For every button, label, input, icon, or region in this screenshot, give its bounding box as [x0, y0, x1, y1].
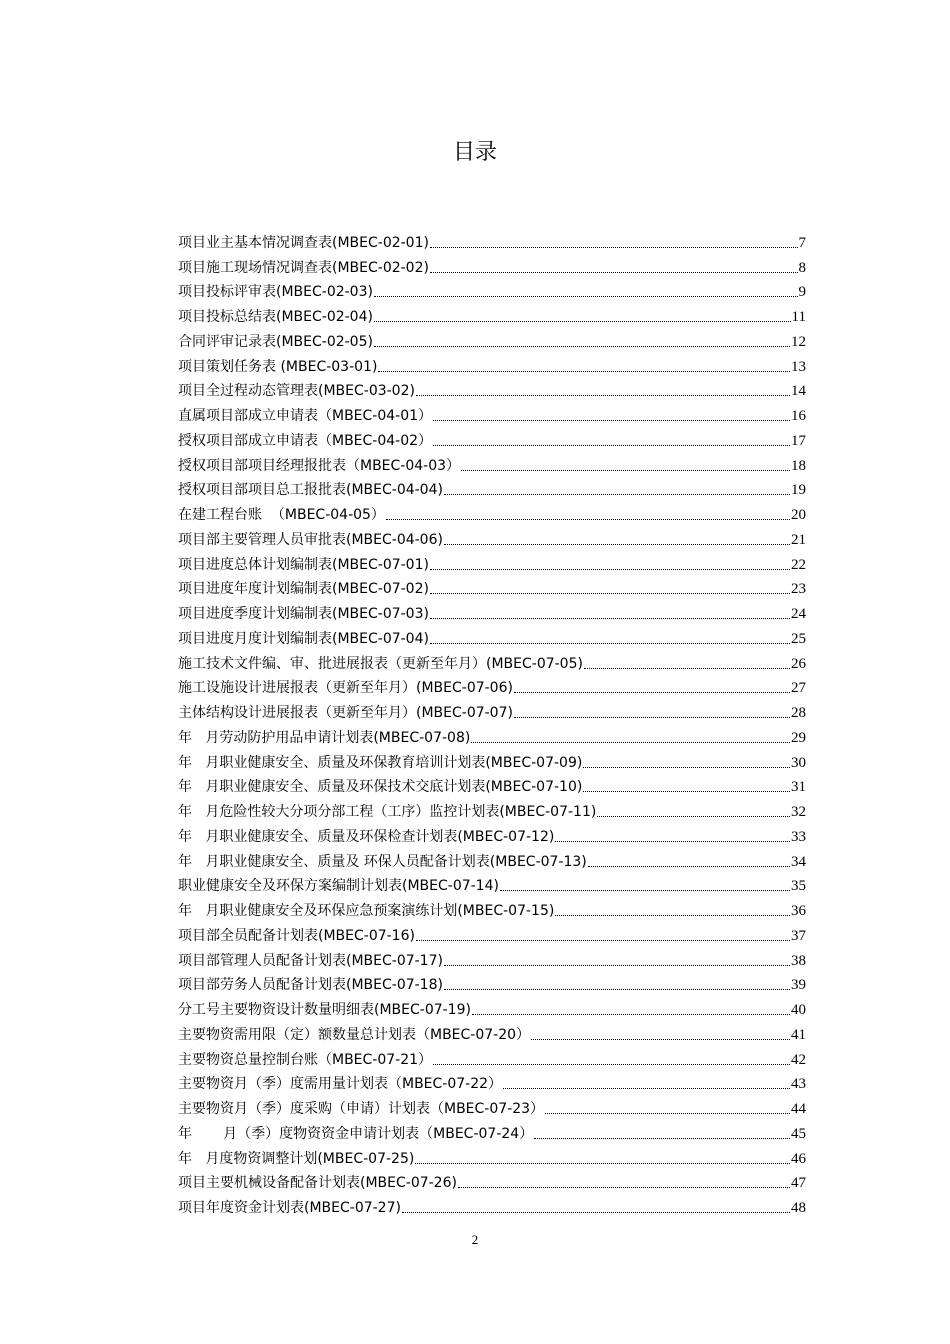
- toc-entry-title: 项目进度季度计划编制表(MBEC-07-03): [178, 606, 429, 622]
- toc-entry[interactable]: [178, 722, 806, 747]
- toc-entry-title: 施工设施设计进展报表（更新至年月）(MBEC-07-06): [178, 680, 513, 697]
- toc-entry[interactable]: [178, 994, 806, 1019]
- toc-entry[interactable]: [178, 945, 806, 970]
- toc-entry-page: 27: [791, 680, 806, 697]
- toc-dot-leader: [430, 271, 798, 273]
- toc-entry[interactable]: [178, 871, 806, 896]
- toc-entry-title: 授权项目部项目总工报批表(MBEC-04-04): [178, 482, 443, 499]
- toc-entry[interactable]: [178, 450, 806, 475]
- toc-dot-leader: [458, 1186, 790, 1188]
- toc-entry-page: 25: [791, 630, 806, 647]
- toc-entry-title: 合同评审记录表(MBEC-02-05): [178, 333, 373, 350]
- toc-dot-leader: [430, 592, 790, 594]
- toc-entry-page: 22: [791, 556, 806, 573]
- toc-entry-title: 授权项目部成立申请表（MBEC-04-02）: [178, 432, 433, 449]
- toc-entry-page: 14: [791, 383, 806, 400]
- toc-dot-leader: [374, 320, 791, 322]
- toc-entry[interactable]: [178, 1069, 806, 1094]
- toc-entry[interactable]: [178, 772, 806, 797]
- toc-entry-title: 分工号主要物资设计数量明细表(MBEC-07-19): [178, 1002, 471, 1018]
- toc-entry[interactable]: [178, 623, 806, 648]
- toc-entry[interactable]: [178, 574, 806, 599]
- toc-entry-title: 主要物资月（季）度采购（申请）计划表（MBEC-07-23）: [178, 1101, 545, 1117]
- toc-entry-title: 授权项目部项目经理报批表（MBEC-04-03）: [178, 457, 461, 474]
- toc-entry[interactable]: [178, 499, 806, 524]
- toc-entry-title: 年 月职业健康安全及环保应急预案演练计划(MBEC-07-15): [178, 903, 555, 919]
- toc-entry-title: 主要物资总量控制台账（MBEC-07-21）: [178, 1051, 433, 1068]
- toc-entry-page: 39: [791, 977, 806, 994]
- toc-entry[interactable]: [178, 400, 806, 425]
- toc-entry[interactable]: [178, 326, 806, 351]
- page-number: 2: [471, 1232, 479, 1247]
- toc-entry-title: 项目施工现场情况调查表(MBEC-02-02): [178, 259, 429, 276]
- toc-dot-leader: [588, 865, 790, 867]
- toc-entry-title: 项目业主基本情况调查表(MBEC-02-01): [178, 234, 429, 251]
- toc-entry-page: 45: [791, 1125, 806, 1142]
- toc-dot-leader: [555, 914, 790, 916]
- toc-entry-title: 年 月职业健康安全、质量及环保技术交底计划表(MBEC-07-10): [178, 779, 583, 796]
- toc-entry[interactable]: [178, 970, 806, 995]
- toc-dot-leader: [415, 1162, 790, 1164]
- toc-entry-page: 9: [798, 284, 806, 301]
- toc-entry-page: 41: [791, 1026, 806, 1043]
- toc-entry[interactable]: [178, 376, 806, 401]
- toc-entry[interactable]: [178, 277, 806, 302]
- toc-dot-leader: [402, 1211, 790, 1213]
- toc-entry-page: 16: [791, 408, 806, 424]
- toc-entry-page: 44: [791, 1101, 806, 1117]
- toc-entry-page: 30: [791, 754, 806, 771]
- toc-entry[interactable]: [178, 747, 806, 772]
- toc-entry[interactable]: [178, 920, 806, 945]
- toc-entry[interactable]: [178, 1168, 806, 1193]
- toc-dot-leader: [534, 1137, 790, 1139]
- toc-dot-leader: [433, 1063, 790, 1065]
- toc-entry-page: 19: [791, 482, 806, 499]
- toc-entry-title: 主要物资月（季）度需用量计划表（MBEC-07-22）: [178, 1076, 503, 1093]
- toc-entry-title: 主要物资需用限（定）额数量总计划表（MBEC-07-20）: [178, 1026, 531, 1043]
- toc-entry[interactable]: [178, 1192, 806, 1217]
- toc-dot-leader: [374, 345, 790, 347]
- toc-entry[interactable]: [178, 673, 806, 698]
- toc-entry[interactable]: [178, 846, 806, 871]
- toc-entry[interactable]: [178, 1044, 806, 1069]
- toc-entry[interactable]: [178, 252, 806, 277]
- toc-entry-title: 年 月职业健康安全、质量及环保检查计划表(MBEC-07-12): [178, 828, 555, 845]
- toc-dot-leader: [444, 988, 790, 990]
- table-of-contents: [178, 227, 806, 1217]
- toc-entry-title: 项目部主要管理人员审批表(MBEC-04-06): [178, 531, 443, 548]
- toc-entry[interactable]: [178, 821, 806, 846]
- toc-dot-leader: [500, 889, 790, 891]
- toc-entry-page: 12: [791, 333, 806, 350]
- toc-entry-title: 项目进度总体计划编制表(MBEC-07-01): [178, 556, 429, 573]
- toc-dot-leader: [472, 1013, 790, 1015]
- toc-entry[interactable]: [178, 475, 806, 500]
- toc-dot-leader: [433, 419, 790, 421]
- toc-dot-leader: [545, 1112, 790, 1114]
- toc-entry-title: 年 月职业健康安全、质量及 环保人员配备计划表(MBEC-07-13): [178, 853, 587, 870]
- toc-dot-leader: [444, 543, 790, 545]
- toc-entry[interactable]: [178, 549, 806, 574]
- toc-entry-page: 21: [791, 531, 806, 548]
- toc-dot-leader: [597, 815, 790, 817]
- toc-entry[interactable]: [178, 697, 806, 722]
- toc-dot-leader: [430, 642, 790, 644]
- toc-dot-leader: [584, 667, 790, 669]
- toc-entry-page: 37: [791, 927, 806, 944]
- toc-dot-leader: [461, 469, 790, 471]
- toc-dot-leader: [386, 518, 790, 520]
- toc-entry-page: 29: [791, 729, 806, 746]
- toc-dot-leader: [583, 766, 790, 768]
- toc-entry[interactable]: [178, 1019, 806, 1044]
- page-title: 目录: [452, 140, 497, 165]
- toc-entry-title: 年 月危险性较大分项分部工程（工序）监控计划表(MBEC-07-11): [178, 804, 597, 820]
- toc-entry[interactable]: [178, 598, 806, 623]
- toc-entry-page: 32: [791, 804, 806, 820]
- toc-dot-leader: [416, 394, 790, 396]
- toc-entry-title: 职业健康安全及环保方案编制计划表(MBEC-07-14): [178, 878, 499, 895]
- toc-entry-page: 40: [791, 1002, 806, 1018]
- toc-entry-title: 年 月度物资调整计划(MBEC-07-25): [178, 1150, 415, 1167]
- toc-dot-leader: [514, 716, 790, 718]
- toc-entry[interactable]: [178, 227, 806, 252]
- toc-entry-page: 48: [791, 1200, 806, 1216]
- toc-dot-leader: [471, 741, 790, 743]
- toc-entry[interactable]: [178, 1093, 806, 1118]
- toc-dot-leader: [374, 295, 798, 297]
- toc-entry-title: 年 月职业健康安全、质量及环保教育培训计划表(MBEC-07-09): [178, 754, 583, 771]
- toc-entry-title: 项目策划任务表 (MBEC-03-01): [178, 358, 378, 375]
- toc-entry-page: 17: [791, 432, 806, 449]
- toc-entry-page: 33: [791, 828, 806, 845]
- toc-entry-page: 35: [791, 878, 806, 895]
- toc-entry-page: 42: [791, 1051, 806, 1068]
- toc-dot-leader: [444, 493, 790, 495]
- toc-entry-page: 47: [791, 1175, 806, 1192]
- toc-dot-leader: [531, 1038, 790, 1040]
- toc-dot-leader: [444, 964, 790, 966]
- toc-entry-title: 直属项目部成立申请表（MBEC-04-01）: [178, 408, 433, 424]
- toc-entry[interactable]: [178, 895, 806, 920]
- toc-entry-page: 18: [791, 457, 806, 474]
- toc-dot-leader: [430, 246, 798, 248]
- toc-entry-page: 34: [791, 853, 806, 870]
- toc-entry[interactable]: [178, 648, 806, 673]
- toc-entry-page: 31: [791, 779, 806, 796]
- toc-entry-title: 项目主要机械设备配备计划表(MBEC-07-26): [178, 1175, 457, 1192]
- toc-entry[interactable]: [178, 351, 806, 376]
- toc-entry-page: 38: [791, 952, 806, 969]
- toc-dot-leader: [514, 691, 790, 693]
- toc-entry-page: 23: [791, 581, 806, 598]
- toc-entry-page: 43: [791, 1076, 806, 1093]
- toc-dot-leader: [503, 1087, 790, 1089]
- toc-entry-title: 年 月劳动防护用品申请计划表(MBEC-07-08): [178, 729, 471, 746]
- toc-entry[interactable]: [178, 301, 806, 326]
- toc-entry[interactable]: [178, 1118, 806, 1143]
- toc-entry-page: 13: [791, 358, 806, 375]
- toc-entry-title: 项目投标评审表(MBEC-02-03): [178, 284, 373, 301]
- toc-entry-page: 36: [791, 903, 806, 919]
- toc-entry-title: 项目部劳务人员配备计划表(MBEC-07-18): [178, 977, 443, 994]
- toc-dot-leader: [430, 568, 790, 570]
- toc-entry-title: 项目年度资金计划表(MBEC-07-27): [178, 1200, 401, 1216]
- toc-entry-page: 46: [791, 1150, 806, 1167]
- toc-entry-page: 8: [798, 259, 806, 276]
- toc-dot-leader: [416, 939, 790, 941]
- toc-entry-page: 11: [791, 309, 806, 325]
- toc-dot-leader: [583, 790, 790, 792]
- toc-entry-title: 主体结构设计进展报表（更新至年月）(MBEC-07-07): [178, 705, 513, 721]
- toc-dot-leader: [433, 444, 790, 446]
- toc-entry-title: 项目投标总结表(MBEC-02-04): [178, 309, 373, 325]
- toc-dot-leader: [378, 370, 790, 372]
- toc-entry-title: 年 月（季）度物资资金申请计划表（MBEC-07-24）: [178, 1125, 534, 1142]
- toc-dot-leader: [430, 617, 790, 619]
- toc-entry-page: 7: [798, 234, 806, 251]
- toc-entry-title: 在建工程台账 （MBEC-04-05）: [178, 507, 385, 523]
- toc-entry-title: 项目进度年度计划编制表(MBEC-07-02): [178, 581, 429, 598]
- toc-entry[interactable]: [178, 1143, 806, 1168]
- toc-entry-page: 26: [791, 655, 806, 672]
- toc-entry-title: 项目全过程动态管理表(MBEC-03-02): [178, 383, 415, 400]
- toc-entry[interactable]: [178, 425, 806, 450]
- toc-entry[interactable]: [178, 796, 806, 821]
- toc-entry-title: 项目部管理人员配备计划表(MBEC-07-17): [178, 952, 443, 969]
- toc-entry-page: 24: [791, 606, 806, 622]
- toc-entry-page: 20: [791, 507, 806, 523]
- toc-entry-page: 28: [791, 705, 806, 721]
- toc-dot-leader: [555, 840, 790, 842]
- toc-entry-title: 项目部全员配备计划表(MBEC-07-16): [178, 927, 415, 944]
- toc-entry-title: 项目进度月度计划编制表(MBEC-07-04): [178, 630, 429, 647]
- toc-entry[interactable]: [178, 524, 806, 549]
- toc-entry-title: 施工技术文件编、审、批进展报表（更新至年月）(MBEC-07-05): [178, 655, 583, 672]
